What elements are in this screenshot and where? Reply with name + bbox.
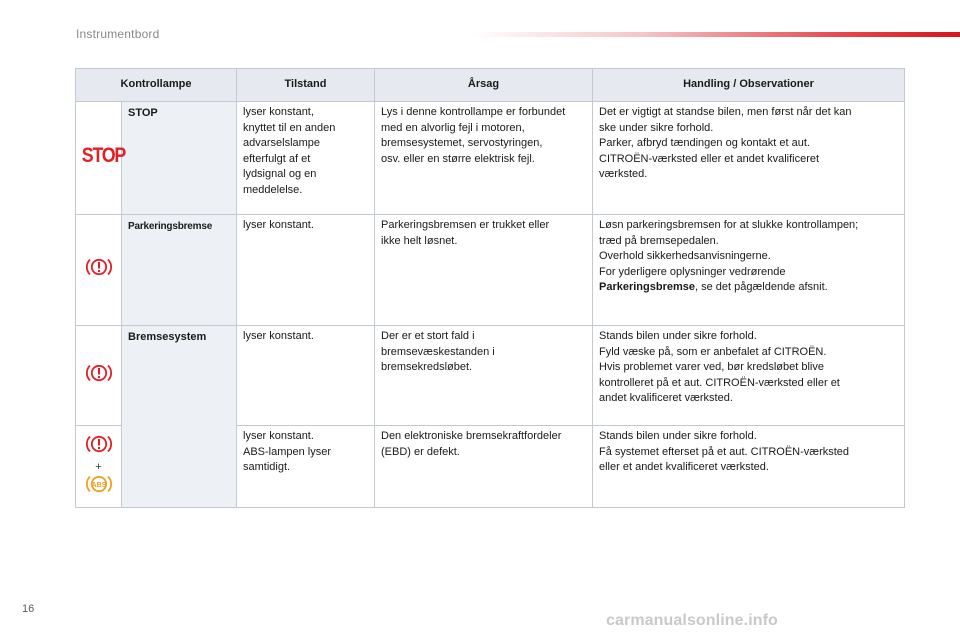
action-line: kontrolleret på et aut. CITROËN-værksted eller et [599,376,840,389]
state-line: lydsignal og en [243,168,317,180]
cause-line: ikke helt løsnet. [381,234,458,247]
action-line: Det er vigtigt at standse bilen, men først når det kan [599,106,852,118]
cause-cell [375,102,593,215]
icon-cell [76,426,122,508]
cause-line: bremsevæskestanden i [381,345,495,358]
stop-icon: STOP [81,144,125,168]
abs-warning-icon [84,473,114,495]
action-line-tail: , se det pågældende afsnit. [695,281,828,293]
action-cell [593,426,905,508]
action-line: andet kvalificeret værksted. [599,392,733,404]
table-row [76,102,905,215]
state-line: samtidigt. [243,461,291,473]
state-line: lyser konstant. [243,430,314,442]
column-header-action: Handling / Observationer [593,69,905,102]
plus-sign: + [95,460,102,473]
cause-line: (EBD) er defekt. [381,445,460,458]
action-line: Få systemet efterset på et aut. CITROËN-værksted [599,445,850,458]
icon-cell [76,215,122,326]
column-header-lamp: Kontrollampe [76,69,237,102]
lamp-name: STOP [122,102,237,215]
action-line: ske under sikre forhold. [599,121,714,134]
lamp-name: Bremsesystem [122,326,237,508]
action-cell [593,326,905,426]
cause-line: osv. eller en større elektrisk fejl. [381,152,535,165]
brake-warning-icon [84,433,114,455]
action-line [599,280,898,296]
cause-line: Den elektroniske bremsekraftfordeler [381,430,562,442]
action-cell [593,102,905,215]
cause-cell [375,326,593,426]
action-line: Løsn parkeringsbremsen for at slukke kontrollampen; [599,219,859,231]
cause-line: bremsesystemet, servostyringen, [381,137,543,149]
action-cell [593,215,905,326]
cause-line: Lys i denne kontrollampe er forbundet [381,106,566,118]
state-line: lyser konstant. [243,330,314,342]
brake-warning-icon [84,256,114,278]
state-line: lyser konstant, [243,106,314,118]
action-line: Stands bilen under sikre forhold. [599,330,757,342]
action-line: Parker, afbryd tændingen og kontakt et aut. [599,137,810,149]
warning-lamp-table [75,68,905,508]
action-line: CITROËN-værksted eller et andet kvalificeret [599,152,820,165]
action-line: Hvis problemet varer ved, bør kredsløbet blive [599,361,824,373]
action-line: træd på bremsepedalen. [599,234,719,247]
table-header-row [76,69,905,102]
state-cell [237,426,375,508]
state-cell [237,215,375,326]
state-line: meddelelse. [243,183,303,196]
icon-cell [76,326,122,426]
table-row [76,215,905,326]
state-cell [237,326,375,426]
abs-label: ABS [91,481,106,489]
action-line: værksted. [599,168,648,180]
action-line: Fyld væske på, som er anbefalet af CITROËN. [599,345,827,358]
cause-line: Parkeringsbremsen er trukket eller [381,219,550,231]
action-line: For yderligere oplysninger vedrørende [599,265,786,278]
cause-line: bremsekredsløbet. [381,361,473,373]
state-line: advarselslampe [243,137,321,149]
column-header-state: Tilstand [237,69,375,102]
brake-warning-icon [84,362,114,384]
cause-line: Der er et stort fald i [381,330,475,342]
cause-line: med en alvorlig fejl i motoren, [381,121,525,134]
state-cell [237,102,375,215]
action-line: Stands bilen under sikre forhold. [599,430,757,442]
lamp-name: Parkeringsbremse [122,215,237,326]
cause-cell [375,426,593,508]
table-row [76,326,905,426]
state-line: efterfulgt af et [243,152,311,165]
column-header-cause: Årsag [375,69,593,102]
section-title: Instrumentbord [76,27,160,41]
watermark: carmanualsonline.info [606,612,778,629]
state-line: ABS-lampen lyser [243,445,332,458]
state-line: knyttet til en anden [243,121,336,134]
action-line: Overhold sikkerhedsanvisningerne. [599,250,771,262]
header-accent-bar [470,32,960,37]
state-line: lyser konstant. [243,219,314,231]
cause-cell [375,215,593,326]
icon-cell [76,102,125,215]
cross-reference: Parkeringsbremse [599,281,695,293]
page-number: 16 [22,603,35,615]
action-line: eller et andet kvalificeret værksted. [599,461,769,473]
